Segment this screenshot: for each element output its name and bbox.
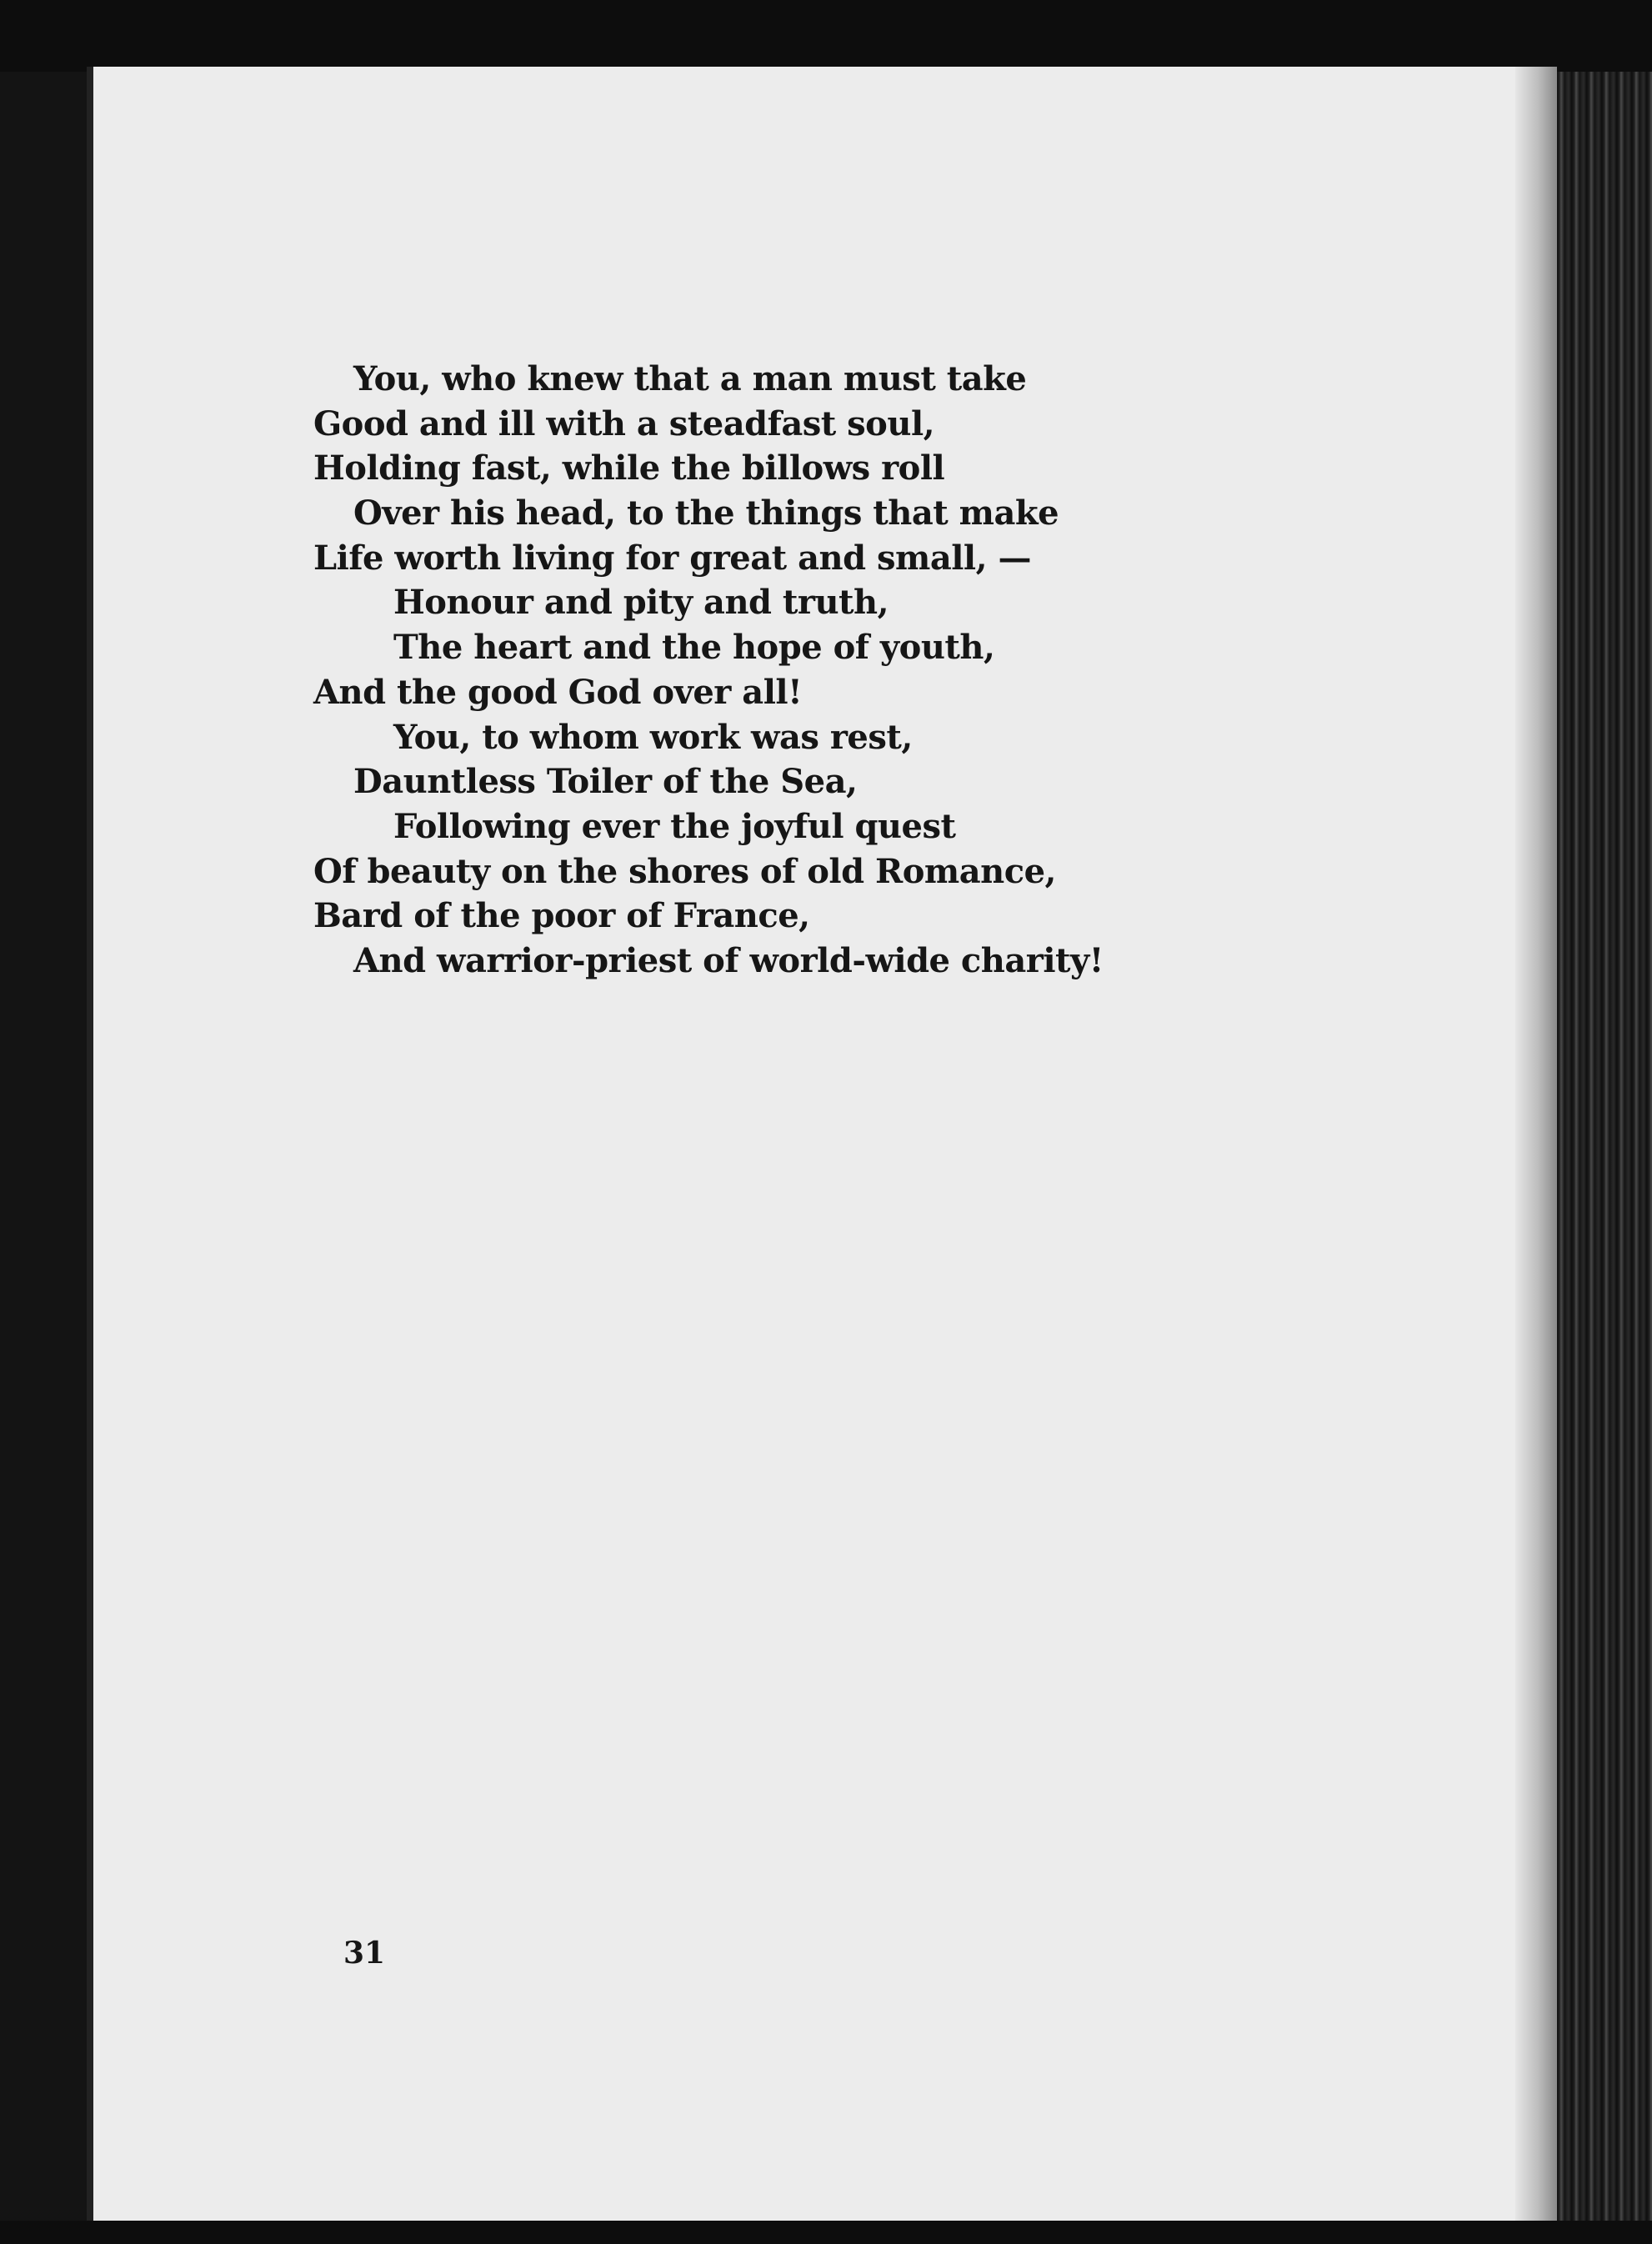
poem-line: And the good God over all! (313, 672, 803, 712)
poem-line: Good and ill with a steadfast soul, (313, 403, 935, 443)
page-number: 31 (343, 1936, 386, 1971)
poem-line: Holding fast, while the billows roll (313, 448, 945, 488)
poem-line: Dauntless Toiler of the Sea, (353, 762, 858, 802)
poem-line: You, who knew that a man must take (353, 359, 1027, 398)
scan-top-edge (0, 0, 1652, 72)
poem-line: Following ever the joyful quest (393, 806, 956, 846)
poem-line: And warrior-priest of world-wide charity! (353, 940, 1104, 980)
poem-line: Bard of the poor of France, (313, 896, 810, 936)
poem-line: The heart and the hope of youth, (393, 628, 995, 668)
page-gutter-shadow (1515, 67, 1557, 2221)
poem-line: Life worth living for great and small, — (313, 538, 1031, 578)
poem-line: You, to whom work was rest, (393, 717, 913, 757)
scan-bottom-edge (0, 2221, 1652, 2244)
book-edge (1557, 72, 1652, 2222)
poem-line: Over his head, to the things that make (353, 493, 1059, 533)
poem-line: Of beauty on the shores of old Romance, (313, 851, 1056, 891)
poem-line: Honour and pity and truth, (393, 583, 889, 623)
poem-stanza (313, 357, 1230, 984)
